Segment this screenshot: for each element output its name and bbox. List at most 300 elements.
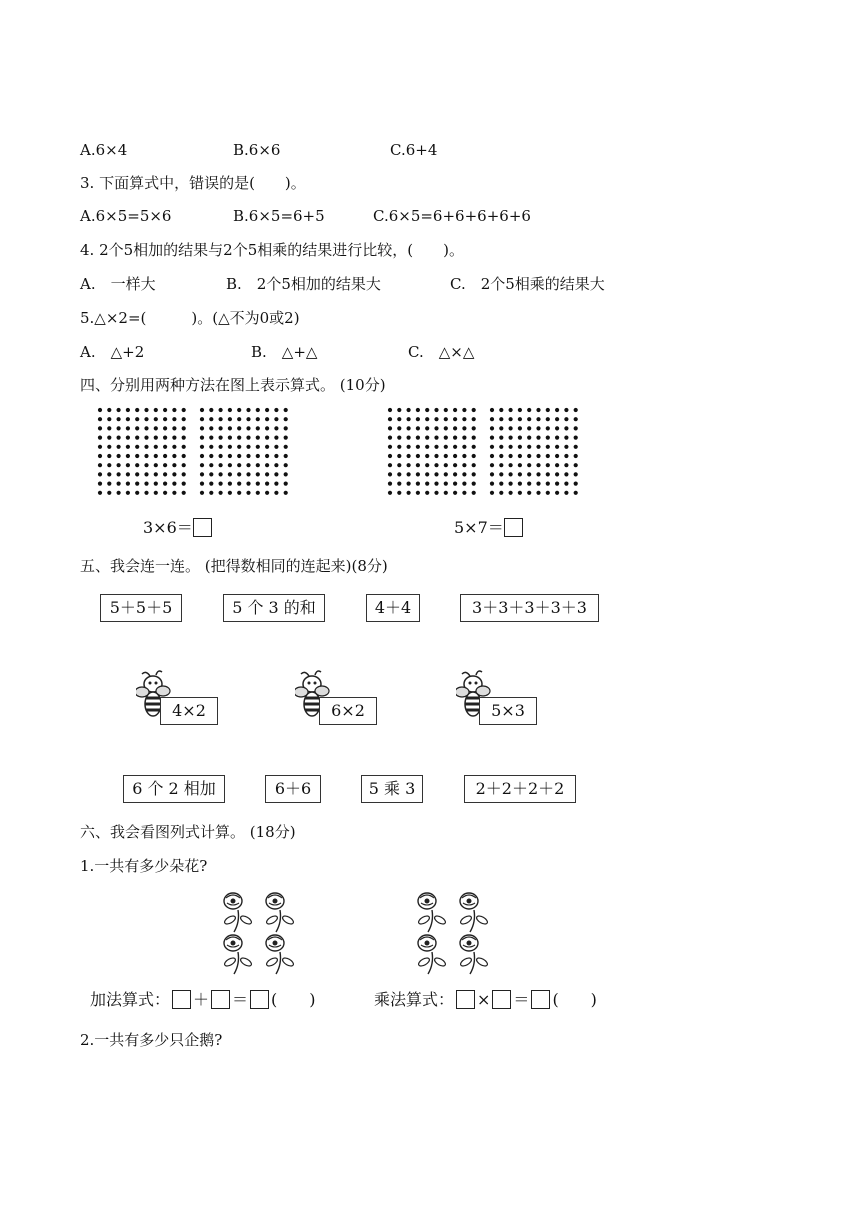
dot [434,491,438,495]
dot [154,472,158,476]
dot [200,472,204,476]
dot [490,445,494,449]
dot [536,463,540,467]
dot [246,417,250,421]
dot [117,482,121,486]
dot [434,408,438,412]
dot [564,472,568,476]
dot [388,463,392,467]
dot [154,482,158,486]
flower-icon [223,893,252,932]
dot [490,472,494,476]
dot [416,445,420,449]
dot [117,454,121,458]
dot [407,417,411,421]
dot [444,445,448,449]
middle-card-3[interactable]: 5×3 [479,697,537,725]
dot [246,445,250,449]
dot [499,491,503,495]
dot [274,491,278,495]
dot [172,454,176,458]
dot [246,491,250,495]
dot [444,463,448,467]
dot [536,482,540,486]
dot [274,426,278,430]
dot [388,491,392,495]
dot [154,445,158,449]
dot [397,463,401,467]
dot [499,408,503,412]
dot [527,445,531,449]
dot [397,445,401,449]
dot [444,482,448,486]
bottom-card-3[interactable]: 5 乘 3 [361,775,423,803]
dot [536,417,540,421]
dot [425,482,429,486]
dot [407,445,411,449]
dot [107,436,111,440]
dot [246,408,250,412]
dot [462,426,466,430]
dot [98,408,102,412]
top-card-2[interactable]: 5 个 3 的和 [223,594,325,622]
flower-icon [265,893,294,932]
dot [284,445,288,449]
dot [256,482,260,486]
dot [536,445,540,449]
dot [555,463,559,467]
dot [564,463,568,467]
dot [518,417,522,421]
dot [200,463,204,467]
q5-option-b: B. △+△ [251,343,318,361]
dot [284,463,288,467]
times-sign: × [477,990,491,1009]
dot [237,454,241,458]
dot [518,472,522,476]
dot [462,436,466,440]
dot [444,472,448,476]
dot [182,436,186,440]
dot [265,445,269,449]
dot [228,454,232,458]
dot [434,482,438,486]
dot [163,426,167,430]
dot [172,463,176,467]
dot [144,445,148,449]
dot [107,426,111,430]
dot [397,454,401,458]
dot [284,426,288,430]
addition-box-2[interactable] [211,990,230,1009]
dot [453,436,457,440]
dot [135,454,139,458]
dot [274,408,278,412]
dot [472,445,476,449]
dot [200,436,204,440]
dot [228,408,232,412]
dot [182,445,186,449]
dot [453,408,457,412]
dot [284,436,288,440]
equation-3x6-text: 3×6＝ [143,518,193,537]
middle-card-2[interactable]: 6×2 [319,697,377,725]
dot [172,426,176,430]
dot [462,454,466,458]
answer-box-3x6[interactable] [193,518,212,537]
addition-label: 加法算式： [90,990,171,1009]
dot-grid-4 [488,406,580,496]
section6-title: 六、我会看图列式计算。 (18分) [80,823,296,841]
dot [274,472,278,476]
q2-option-b: B.6×6 [233,141,281,159]
dot [237,417,241,421]
dot [472,454,476,458]
dot [163,408,167,412]
dot [434,463,438,467]
dot [256,445,260,449]
dot [564,445,568,449]
dot [509,491,513,495]
dot [397,436,401,440]
addition-box-1[interactable] [172,990,191,1009]
dot [425,454,429,458]
dot [462,491,466,495]
bottom-card-2[interactable]: 6＋6 [265,775,321,803]
dot [219,426,223,430]
dot [509,482,513,486]
dot [284,482,288,486]
dot [518,491,522,495]
dot [135,436,139,440]
dot [163,491,167,495]
dot [472,463,476,467]
dot [209,408,213,412]
dot [444,417,448,421]
dot [209,445,213,449]
bottom-card-1[interactable]: 6 个 2 相加 [123,775,225,803]
dot [228,472,232,476]
dot [256,417,260,421]
section6-question-2: 2.一共有多少只企鹅? [80,1031,223,1049]
multiplication-result-box[interactable] [531,990,550,1009]
dot [154,463,158,467]
dot [555,408,559,412]
dot [462,445,466,449]
dot [256,463,260,467]
dot [256,436,260,440]
dot [265,454,269,458]
dot [388,426,392,430]
dot [228,482,232,486]
dot [388,408,392,412]
dot [98,426,102,430]
dot [546,482,550,486]
dot [472,491,476,495]
dot [453,426,457,430]
flower-icon [223,935,252,974]
dot [555,426,559,430]
dot [536,454,540,458]
dot [274,436,278,440]
dot [154,491,158,495]
dot [256,491,260,495]
q3-stem: 3. 下面算式中，错误的是( )。 [80,174,306,192]
unit-paren: ( ) [271,990,316,1009]
dot [135,445,139,449]
dot [472,482,476,486]
dot [144,463,148,467]
dot [117,426,121,430]
dot [265,472,269,476]
dot [425,436,429,440]
dot [388,436,392,440]
answer-box-5x7[interactable] [504,518,523,537]
dot [237,445,241,449]
dot [135,472,139,476]
flower-icon [265,935,294,974]
multiplication-box-1[interactable] [456,990,475,1009]
dot [246,454,250,458]
dot [397,408,401,412]
dot [416,482,420,486]
dot [499,463,503,467]
top-card-1[interactable]: 5＋5＋5 [100,594,182,622]
q4-stem: 4. 2个5相加的结果与2个5相乘的结果进行比较，( )。 [80,241,464,259]
dot [117,436,121,440]
dot [490,491,494,495]
dot [509,408,513,412]
dot [200,491,204,495]
dot [546,417,550,421]
dot [144,408,148,412]
dot [274,454,278,458]
dot [453,417,457,421]
dot-grid-1 [96,406,188,496]
dot [209,454,213,458]
dot [453,454,457,458]
dot [209,472,213,476]
dot [388,482,392,486]
dot [462,417,466,421]
bottom-card-4[interactable]: 2＋2＋2＋2 [464,775,576,803]
dot [527,454,531,458]
dot [536,408,540,412]
dot [135,408,139,412]
dot [397,426,401,430]
dot [107,445,111,449]
multiplication-equation [374,990,597,1010]
q3-option-b: B.6×5=6+5 [233,207,325,225]
dot [274,463,278,467]
dot [135,482,139,486]
dot [200,482,204,486]
dot [444,491,448,495]
dot [219,472,223,476]
dot [518,463,522,467]
dot [388,417,392,421]
dot [574,426,578,430]
dot [462,482,466,486]
top-card-3[interactable]: 4＋4 [366,594,420,622]
dot [472,426,476,430]
dot [265,463,269,467]
dot [518,454,522,458]
dot [135,417,139,421]
dot [228,426,232,430]
dot [200,445,204,449]
dot [416,491,420,495]
dot [425,417,429,421]
dot [490,454,494,458]
section6-question-1: 1.一共有多少朵花? [80,857,208,875]
dot [536,472,540,476]
dot [126,426,130,430]
dot [407,436,411,440]
dot [444,426,448,430]
dot [407,472,411,476]
dot [518,436,522,440]
dot [200,426,204,430]
middle-card-1[interactable]: 4×2 [160,697,218,725]
q5-stem: 5.△×2=( )。(△不为0或2) [80,309,300,327]
dot [98,463,102,467]
addition-result-box[interactable] [250,990,269,1009]
dot [144,472,148,476]
dot [574,463,578,467]
dot [200,454,204,458]
dot [182,408,186,412]
dot [527,482,531,486]
dot [117,491,121,495]
dot [126,454,130,458]
dot [126,491,130,495]
dot [209,436,213,440]
dot [135,426,139,430]
dot [416,472,420,476]
dot [546,454,550,458]
dot [509,445,513,449]
q3-option-a: A.6×5=5×6 [80,207,172,225]
dot [284,454,288,458]
section4-title: 四、分别用两种方法在图上表示算式。 (10分) [80,376,386,394]
dot [144,482,148,486]
dot [163,463,167,467]
dot [107,454,111,458]
dot [163,417,167,421]
dot [284,491,288,495]
dot [209,491,213,495]
dot [256,454,260,458]
dot [284,408,288,412]
dot [555,436,559,440]
dot [546,463,550,467]
dot [274,445,278,449]
dot [107,417,111,421]
dot [237,426,241,430]
dot [574,454,578,458]
dot [527,417,531,421]
dot [172,445,176,449]
multiplication-box-2[interactable] [492,990,511,1009]
dot [546,491,550,495]
dot [117,445,121,449]
dot [388,454,392,458]
dot [453,445,457,449]
dot [555,454,559,458]
dot [117,408,121,412]
q4-option-c: C. 2个5相乘的结果大 [450,275,605,293]
dot [98,491,102,495]
dot [388,472,392,476]
dot [246,426,250,430]
dot [509,436,513,440]
q4-option-b: B. 2个5相加的结果大 [226,275,381,293]
dot [237,436,241,440]
section5-title: 五、我会连一连。 (把得数相同的连起来)(8分) [80,557,388,575]
dot [499,472,503,476]
dot [462,408,466,412]
dot [434,417,438,421]
dot [397,472,401,476]
q2-option-a: A.6×4 [80,141,128,159]
dot [425,426,429,430]
dot [407,491,411,495]
dot [265,436,269,440]
dot [564,491,568,495]
dot [444,436,448,440]
dot [472,408,476,412]
dot [172,472,176,476]
dot [574,445,578,449]
dot [472,417,476,421]
top-card-4[interactable]: 3＋3＋3＋3＋3 [460,594,599,622]
dot [425,408,429,412]
equation-5x7 [454,518,523,538]
dot [219,454,223,458]
q3-option-c: C.6×5=6+6+6+6+6 [373,207,531,225]
dot [472,436,476,440]
flower-icon [459,935,488,974]
dot [555,491,559,495]
dot [144,436,148,440]
dot [490,436,494,440]
dot [256,408,260,412]
dot [246,472,250,476]
dot [574,436,578,440]
dot [228,463,232,467]
dot [518,482,522,486]
dot [209,463,213,467]
dot [490,463,494,467]
dot [219,491,223,495]
dot [219,436,223,440]
dot [246,482,250,486]
dot [499,454,503,458]
dot [126,436,130,440]
dot [499,436,503,440]
dot [527,463,531,467]
dot [256,426,260,430]
dot [182,426,186,430]
dot [490,408,494,412]
dot [163,482,167,486]
dot [518,408,522,412]
dot [499,445,503,449]
dot [107,491,111,495]
dot [182,454,186,458]
equation-3x6 [143,518,212,538]
